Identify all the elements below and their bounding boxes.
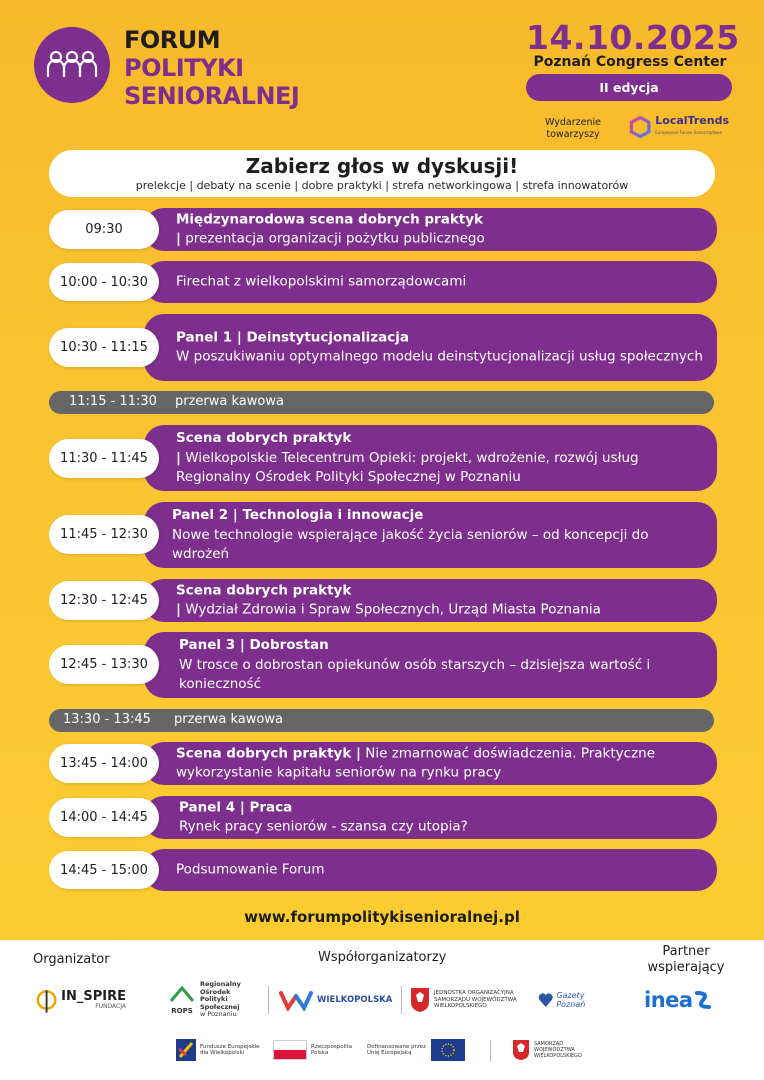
companion-label: Wydarzenie towarzyszy — [545, 117, 601, 140]
agenda-time: 11:30 - 11:45 — [49, 439, 159, 478]
agenda-row — [49, 632, 717, 698]
partner-label-line2: wspierający — [647, 960, 725, 975]
agenda-time: 09:30 — [49, 210, 159, 249]
localtrends-name: LocalTrends — [655, 114, 729, 127]
agenda-bar — [144, 742, 717, 785]
headline-subtitle: prelekcje | debaty na scenie | dobre praktyki | strefa networkingowa | strefa innowatorów — [135, 179, 629, 192]
wielkopolska-name: WIELKOPOLSKA — [317, 995, 393, 1005]
coorganizers-label: Współorganizatorzy — [318, 950, 447, 965]
agenda-time: 10:30 - 11:15 — [49, 328, 159, 367]
agenda-time: 12:30 - 12:45 — [49, 581, 159, 620]
agenda-desc: Nowe technologie wspierające jakość życia seniorów – od koncepcji do wdrożeń — [172, 526, 649, 562]
jst-logo — [410, 984, 522, 1016]
separator — [490, 1040, 491, 1062]
agenda-row — [49, 796, 717, 839]
rops-logo — [167, 980, 263, 1019]
agenda-desc: Wydział Zdrowia i Spraw Społecznych, Urząd Miasta Poznania — [185, 601, 601, 618]
agenda-desc: Rynek pracy seniorów - szansa czy utopia? — [179, 818, 468, 835]
headline-pill — [49, 150, 715, 197]
separator — [401, 986, 402, 1014]
inspire-sub: FUNDACJA — [95, 1003, 126, 1010]
inspire-name: IN_SPIRE — [61, 989, 126, 1004]
agenda-time: 14:45 - 15:00 — [49, 851, 159, 889]
rops-short: ROPS — [171, 1007, 193, 1015]
website-link[interactable]: www.forumpolitykisenioralnej.pl — [244, 908, 520, 926]
agenda-desc: Podsumowanie Forum — [176, 861, 325, 878]
agenda-row — [49, 742, 717, 785]
seniors-group-icon — [44, 45, 100, 85]
localtrends-sub: Europejskie Forum Samorządowe — [655, 130, 722, 135]
agenda-time: 12:45 - 13:30 — [49, 645, 159, 684]
brand-line-3: SENIORALNEJ — [124, 82, 300, 110]
agenda-desc: W poszukiwaniu optymalnego modelu deinstytucjonalizacji usług społecznych — [176, 348, 703, 365]
gp-logo — [538, 984, 602, 1016]
localtrends-logo — [629, 113, 729, 141]
agenda-row — [49, 425, 717, 491]
partner-label-line1: Partner — [662, 944, 710, 959]
agenda-bar: Scena dobrych praktyk | Wydział Zdrowia i Spraw Społecznych, Urząd Miasta Poznania — [144, 579, 717, 622]
wielkopolska-logo — [279, 988, 394, 1012]
partner-label — [640, 944, 732, 976]
separator — [268, 986, 269, 1014]
organizer-label: Organizator — [33, 952, 110, 967]
agenda-desc: Firechat z wielkopolskimi samorządowcami — [176, 273, 467, 290]
agenda-title: Panel 1 | Deinstytucjonalizacja — [176, 329, 410, 345]
agenda-bar: Międzynarodowa scena dobrych praktyk | prezentacja organizacji pożytku publicznego — [144, 208, 717, 251]
agenda-bar — [144, 849, 717, 891]
rp-text: Rzeczpospolita Polska — [311, 1043, 353, 1056]
w-mark-icon — [279, 989, 313, 1011]
agenda-time: 10:00 - 10:30 — [49, 263, 159, 301]
agenda-row — [49, 579, 717, 622]
eu-text: Dofinansowane przez Unię Europejską — [367, 1043, 427, 1056]
inea-swirl-icon — [693, 989, 713, 1011]
rp-logo — [273, 1040, 357, 1060]
brand-line-1: FORUM — [124, 26, 221, 54]
fe-mark-icon — [176, 1039, 196, 1061]
eagle-shield-icon — [410, 987, 430, 1013]
agenda-bar — [144, 502, 717, 568]
hexagon-icon — [629, 113, 651, 141]
jst-text: JEDNOSTKA ORGANIZACYJNA SAMORZĄDU WOJEWÓDZTWA WIELKOPOLSKIEGO — [434, 990, 517, 1010]
break-label: przerwa kawowa — [175, 394, 284, 409]
agenda-row — [49, 261, 717, 303]
gp-name: Gazety Poznań — [556, 991, 586, 1009]
rops-city: w Poznaniu — [200, 1010, 237, 1019]
footer — [0, 940, 764, 1080]
agenda-desc: W trosce o dobrostan opiekunów osób starszych – dzisiejsza wartość i konieczność — [179, 656, 651, 692]
agenda-desc: Nie zmarnować doświadczenia. Praktyczne wykorzystanie kapitału seniorów na rynku pracy — [176, 745, 656, 781]
agenda-time: 13:45 - 14:00 — [49, 744, 159, 783]
agenda-title: Scena dobrych praktyk — [176, 429, 352, 446]
agenda-bar — [144, 632, 717, 698]
agenda-bar — [144, 796, 717, 839]
agenda-desc: Wielkopolskie Telecentrum Opieki: projekt, wdrożenie, rozwój usług Regionalny Ośrodek Polityki Społecznej w Poznaniu — [176, 449, 639, 485]
break-label: przerwa kawowa — [174, 712, 283, 727]
eu-flag-icon — [431, 1039, 465, 1061]
agenda-row — [49, 314, 717, 381]
sww-logo — [512, 1038, 602, 1062]
agenda-title: Scena dobrych praktyk — [176, 582, 352, 598]
agenda-title: Panel 3 | Dobrostan — [179, 636, 329, 653]
agenda-title: Panel 2 | Technologia i innowacje — [172, 506, 424, 523]
inea-name: inea — [644, 988, 693, 1012]
agenda-bar: Scena dobrych praktyk | Wielkopolskie Telecentrum Opieki: projekt, wdrożenie, rozwój usług Regionalny Ośrodek Polityki Społecznej w Poznaniu — [144, 425, 717, 491]
heart-icon — [538, 989, 553, 1011]
agenda-row — [49, 502, 717, 568]
eagle-shield-icon — [512, 1039, 530, 1061]
sww-text: SAMORZĄD WOJEWÓDZTWA WIELKOPOLSKIEGO — [534, 1041, 582, 1059]
agenda-title: Międzynarodowa scena dobrych praktyk — [176, 211, 484, 227]
break-time: 11:15 - 11:30 — [69, 394, 157, 409]
event-date: 14.10.2025 — [526, 18, 740, 57]
house-icon — [169, 985, 195, 1003]
inea-logo — [644, 986, 728, 1014]
event-venue: Poznań Congress Center — [533, 54, 727, 70]
headline-title: Zabierz głos w dyskusji! — [245, 154, 519, 178]
fe-logo — [176, 1038, 266, 1062]
agenda-bar — [144, 261, 717, 303]
agenda-row — [49, 849, 717, 891]
agenda-time: 14:00 - 14:45 — [49, 798, 159, 837]
sunrise-icon — [34, 986, 59, 1014]
fe-text: Fundusze Europejskie dla Wielkopolski — [200, 1043, 260, 1056]
polish-flag-icon — [273, 1040, 307, 1060]
agenda-title: Scena dobrych praktyk | — [176, 745, 361, 761]
agenda-title: Panel 4 | Praca — [179, 799, 293, 815]
brand-line-2: POLITYKI — [124, 54, 244, 82]
agenda-row — [49, 208, 717, 251]
agenda-desc: prezentacja organizacji pożytku publicznego — [185, 230, 485, 247]
inspire-logo — [34, 984, 126, 1016]
forum-logo — [34, 27, 110, 103]
eu-logo — [367, 1040, 469, 1060]
break-time: 13:30 - 13:45 — [63, 712, 151, 727]
agenda-time: 11:45 - 12:30 — [49, 515, 159, 554]
agenda-bar — [144, 314, 717, 381]
rops-name: Regionalny Ośrodek Polityki Społecznej — [200, 980, 241, 1011]
edition-badge: II edycja — [526, 74, 732, 101]
coffee-break — [49, 709, 714, 732]
coffee-break — [49, 391, 714, 414]
